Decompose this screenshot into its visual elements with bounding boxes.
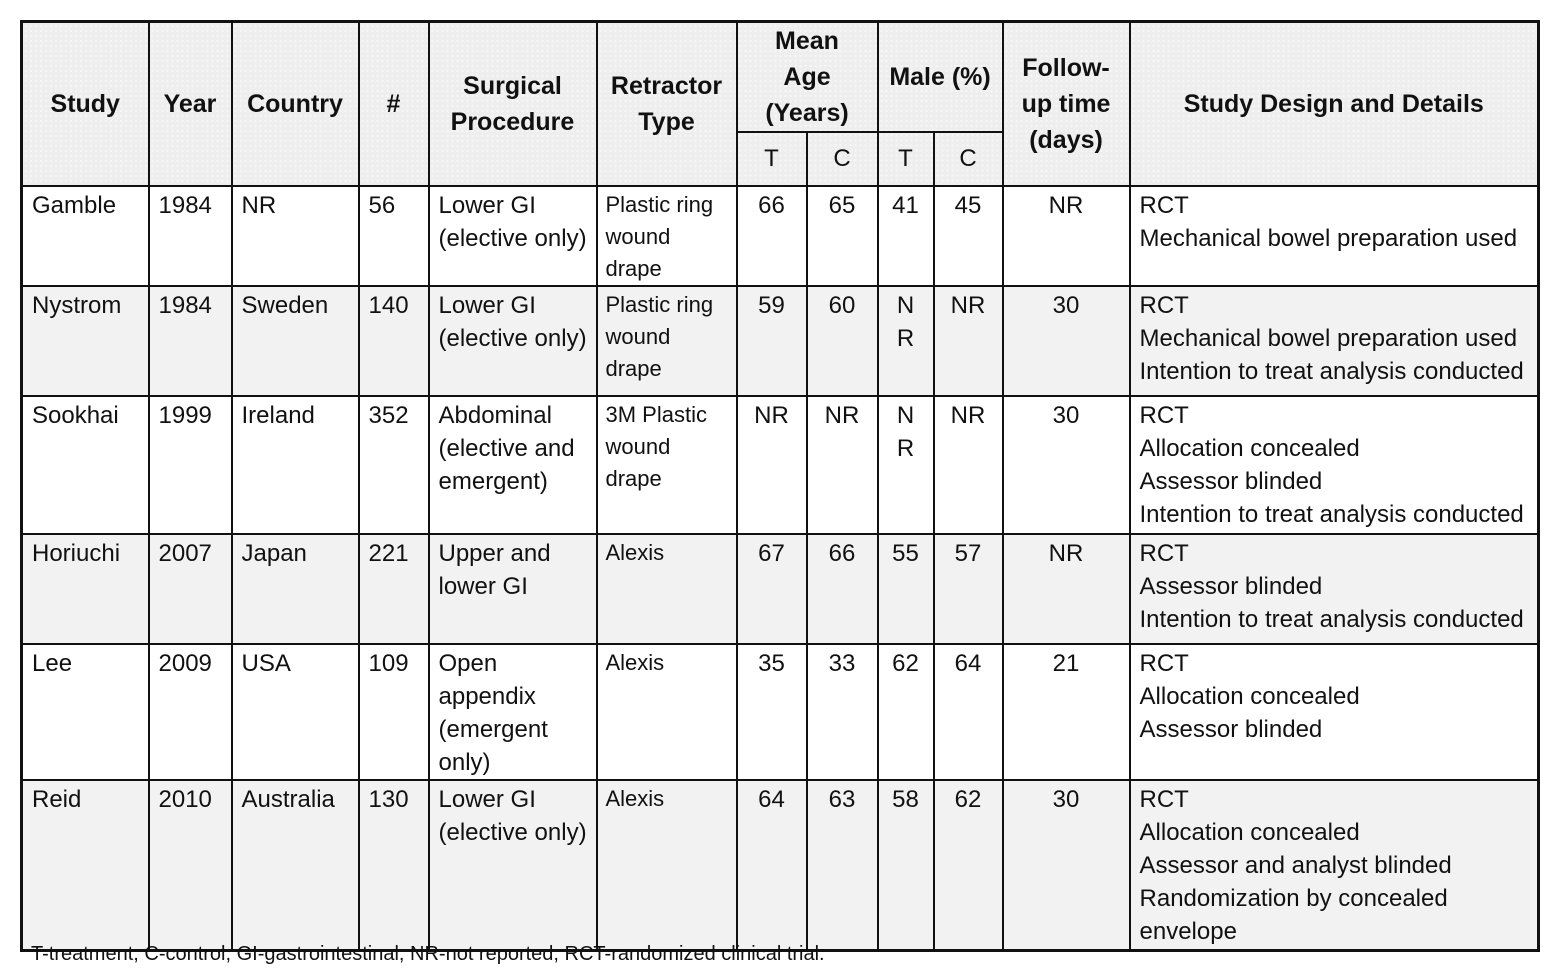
retractor-line: wound (605, 324, 671, 349)
cell-follow-up: 30 (1003, 286, 1130, 396)
cell-year: 1999 (149, 396, 232, 534)
retractor-line: drape (605, 256, 662, 281)
cell-age-treatment: 59 (737, 286, 807, 396)
header-male-treatment: T (878, 132, 934, 186)
retractor-line: wound (605, 434, 671, 459)
male-treatment-line: N (896, 402, 915, 429)
header-age-treatment: T (737, 132, 807, 186)
design-line: RCT (1139, 786, 1189, 813)
header-follow-up (1003, 22, 1130, 187)
cell-male-control: NR (934, 396, 1003, 534)
cell-male-control: 64 (934, 644, 1003, 780)
cell-age-treatment: NR (737, 396, 807, 534)
header-year: Year (149, 22, 232, 187)
procedure-line: lower GI (438, 573, 528, 600)
cell-age-control: 65 (807, 186, 878, 286)
header-retractor-type (597, 22, 737, 187)
cell-country: USA (232, 644, 359, 780)
retractor-line: drape (605, 466, 662, 491)
header-country: Country (232, 22, 359, 187)
cell-age-control: 66 (807, 534, 878, 644)
cell-design (1130, 644, 1539, 780)
design-line: Allocation concealed (1139, 819, 1360, 846)
header-male-percent: Male (%) (878, 22, 1003, 133)
cell-age-treatment: 64 (737, 780, 807, 950)
cell-study: Lee (22, 644, 149, 780)
procedure-line: Lower GI (438, 786, 536, 813)
header-study: Study (22, 22, 149, 187)
cell-number: 352 (359, 396, 429, 534)
cell-year: 1984 (149, 286, 232, 396)
cell-follow-up: NR (1003, 186, 1130, 286)
header-male-control: C (934, 132, 1003, 186)
retractor-line: Plastic ring (605, 192, 714, 217)
male-treatment-line: R (896, 435, 915, 462)
cell-follow-up: 21 (1003, 644, 1130, 780)
cell-study: Nystrom (22, 286, 149, 396)
table-row (22, 396, 1539, 534)
header-mean-age-line: Mean (775, 27, 839, 55)
cell-country: Ireland (232, 396, 359, 534)
cell-procedure (429, 286, 597, 396)
male-treatment-line: 58 (892, 786, 919, 813)
table-body (22, 186, 1539, 950)
design-line: Assessor blinded (1139, 573, 1323, 600)
header-retractor-line: Retractor (610, 72, 723, 100)
cell-male-treatment (878, 644, 934, 780)
design-line: RCT (1139, 540, 1189, 567)
cell-age-control: 60 (807, 286, 878, 396)
cell-year: 2009 (149, 644, 232, 780)
cell-age-treatment: 67 (737, 534, 807, 644)
cell-country: NR (232, 186, 359, 286)
cell-design (1130, 186, 1539, 286)
male-treatment-line: N (896, 292, 915, 319)
cell-male-treatment (878, 286, 934, 396)
retractor-line: Alexis (605, 786, 665, 811)
cell-year: 1984 (149, 186, 232, 286)
header-follow-up-line: Follow- (1022, 54, 1110, 82)
table-row (22, 534, 1539, 644)
cell-retractor (597, 780, 737, 950)
header-procedure-line: Surgical (463, 72, 562, 100)
cell-male-treatment (878, 534, 934, 644)
retractor-line: Alexis (605, 650, 665, 675)
cell-male-control: 45 (934, 186, 1003, 286)
design-line: Allocation concealed (1139, 683, 1360, 710)
cell-follow-up: 30 (1003, 780, 1130, 950)
design-line: Assessor blinded (1139, 468, 1323, 495)
cell-procedure (429, 644, 597, 780)
header-mean-age-line: (Years) (765, 99, 849, 127)
cell-follow-up: 30 (1003, 396, 1130, 534)
retractor-line: drape (605, 356, 662, 381)
male-treatment-line: 62 (892, 650, 919, 677)
table-header (22, 22, 1539, 187)
procedure-line: (elective only) (438, 325, 587, 352)
cell-study: Reid (22, 780, 149, 950)
header-study-design: Study Design and Details (1130, 22, 1539, 187)
design-line: Assessor blinded (1139, 716, 1323, 743)
design-line: Mechanical bowel preparation used (1139, 325, 1518, 352)
cell-number: 221 (359, 534, 429, 644)
design-line: Intention to treat analysis conducted (1139, 606, 1524, 633)
cell-year: 2007 (149, 534, 232, 644)
cell-number: 130 (359, 780, 429, 950)
design-line: Mechanical bowel preparation used (1139, 225, 1518, 252)
table-footnote: T-treatment, C-control, GI-gastrointestinal, NR-not reported, RCT-randomized clinical trial. (31, 943, 825, 965)
cell-country: Sweden (232, 286, 359, 396)
cell-study: Gamble (22, 186, 149, 286)
cell-design (1130, 534, 1539, 644)
design-line: envelope (1139, 918, 1237, 945)
cell-year: 2010 (149, 780, 232, 950)
design-line: RCT (1139, 402, 1189, 429)
cell-design (1130, 780, 1539, 950)
procedure-line: Lower GI (438, 192, 536, 219)
procedure-line: (elective and (438, 435, 575, 462)
header-follow-up-line: up time (1021, 90, 1111, 118)
cell-study: Horiuchi (22, 534, 149, 644)
table-row (22, 186, 1539, 286)
header-age-control: C (807, 132, 878, 186)
cell-male-control: NR (934, 286, 1003, 396)
header-mean-age-line: Age (783, 63, 831, 91)
cell-male-treatment (878, 780, 934, 950)
design-line: Intention to treat analysis conducted (1139, 501, 1524, 528)
design-line: RCT (1139, 650, 1189, 677)
cell-retractor (597, 534, 737, 644)
cell-design (1130, 286, 1539, 396)
header-follow-up-line: (days) (1029, 126, 1103, 154)
male-treatment-line: R (896, 325, 915, 352)
study-characteristics-table (20, 20, 1540, 952)
retractor-line: wound (605, 224, 671, 249)
header-retractor-line: Type (638, 108, 695, 136)
male-treatment-line: 41 (892, 192, 919, 219)
cell-procedure (429, 534, 597, 644)
procedure-line: Upper and (438, 540, 551, 567)
male-treatment-line: 55 (892, 540, 919, 567)
cell-number: 109 (359, 644, 429, 780)
cell-male-control: 62 (934, 780, 1003, 950)
cell-retractor (597, 396, 737, 534)
procedure-line: appendix (438, 683, 536, 710)
header-number: # (359, 22, 429, 187)
cell-country: Australia (232, 780, 359, 950)
cell-country: Japan (232, 534, 359, 644)
procedure-line: (elective only) (438, 225, 587, 252)
cell-number: 140 (359, 286, 429, 396)
cell-age-control: 33 (807, 644, 878, 780)
cell-male-treatment (878, 396, 934, 534)
cell-procedure (429, 396, 597, 534)
procedure-line: only) (438, 749, 491, 776)
design-line: Randomization by concealed (1139, 885, 1448, 912)
table-row (22, 780, 1539, 950)
header-surgical-procedure (429, 22, 597, 187)
cell-age-control: NR (807, 396, 878, 534)
cell-age-treatment: 35 (737, 644, 807, 780)
retractor-line: Alexis (605, 540, 665, 565)
cell-design (1130, 396, 1539, 534)
retractor-line: Plastic ring (605, 292, 714, 317)
design-line: RCT (1139, 292, 1189, 319)
cell-age-treatment: 66 (737, 186, 807, 286)
procedure-line: Open (438, 650, 498, 677)
cell-retractor (597, 186, 737, 286)
procedure-line: Abdominal (438, 402, 552, 429)
cell-age-control: 63 (807, 780, 878, 950)
design-line: Intention to treat analysis conducted (1139, 358, 1524, 385)
cell-number: 56 (359, 186, 429, 286)
table-row (22, 286, 1539, 396)
cell-follow-up: NR (1003, 534, 1130, 644)
table-row (22, 644, 1539, 780)
design-line: Allocation concealed (1139, 435, 1360, 462)
design-line: RCT (1139, 192, 1189, 219)
retractor-line: 3M Plastic (605, 402, 707, 427)
design-line: Assessor and analyst blinded (1139, 852, 1452, 879)
procedure-line: (elective only) (438, 819, 587, 846)
cell-retractor (597, 286, 737, 396)
header-mean-age (737, 22, 878, 133)
cell-retractor (597, 644, 737, 780)
cell-study: Sookhai (22, 396, 149, 534)
procedure-line: emergent) (438, 468, 548, 495)
cell-male-treatment (878, 186, 934, 286)
cell-procedure (429, 780, 597, 950)
procedure-line: Lower GI (438, 292, 536, 319)
procedure-line: (emergent (438, 716, 548, 743)
cell-procedure (429, 186, 597, 286)
cell-male-control: 57 (934, 534, 1003, 644)
header-procedure-line: Procedure (450, 108, 575, 136)
